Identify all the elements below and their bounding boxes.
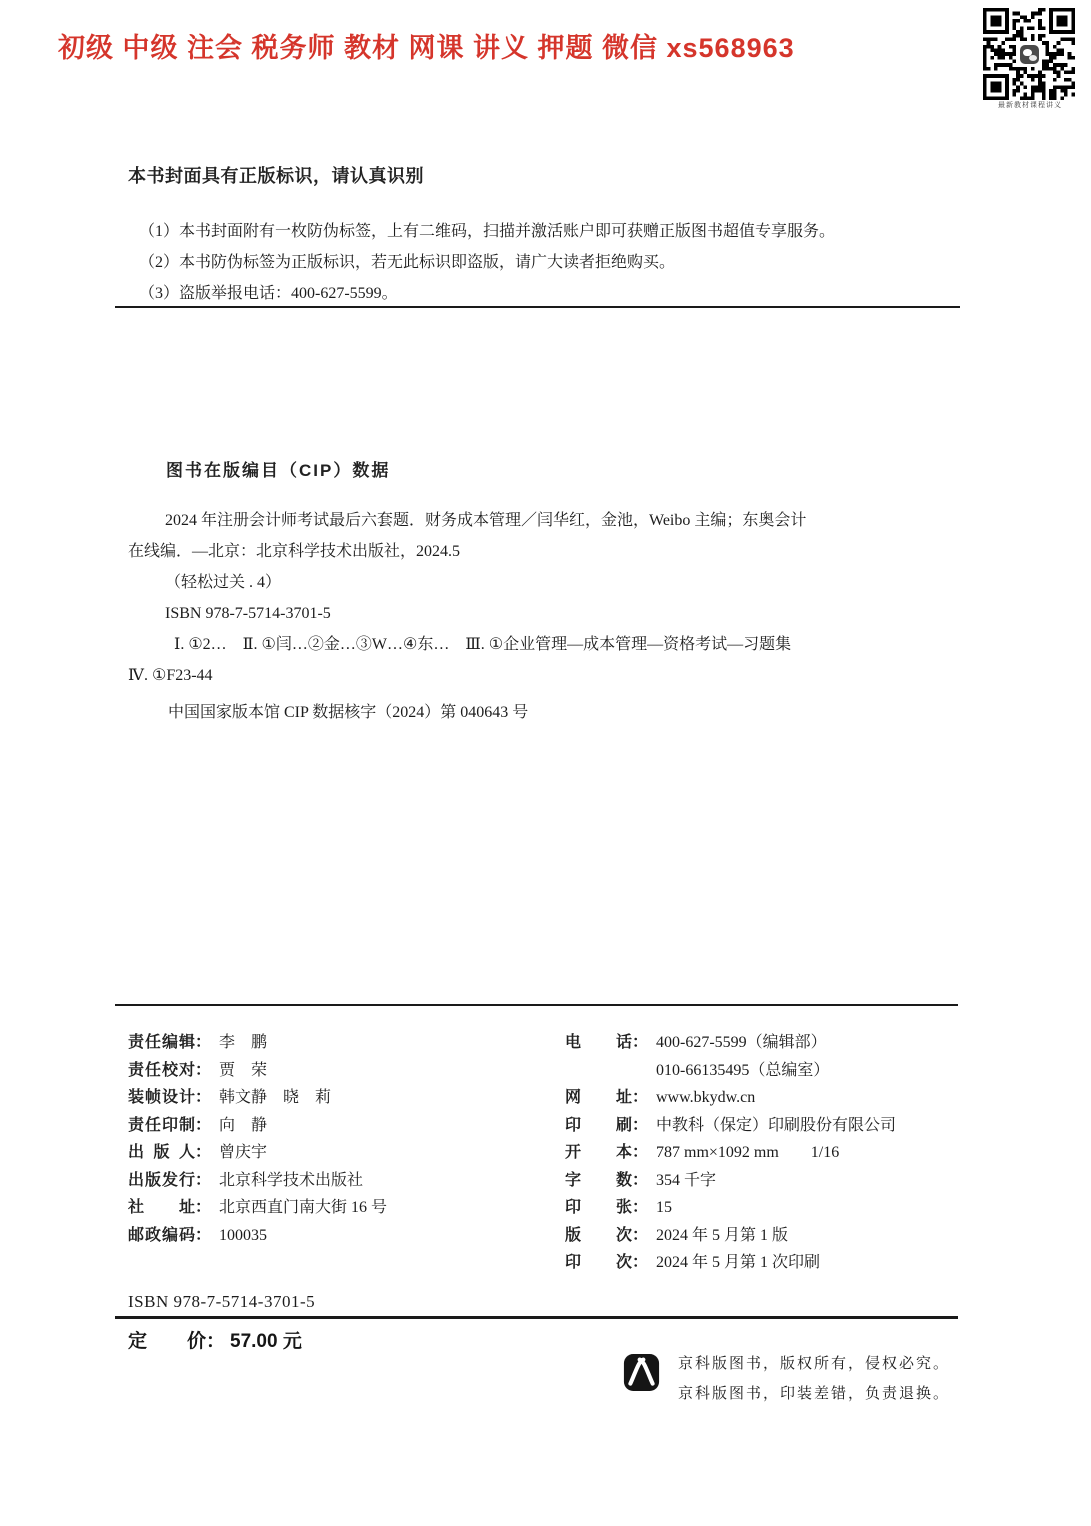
- field-label: 印刷: [565, 1116, 632, 1134]
- qr-code: [983, 8, 1077, 110]
- field-label: 责任编辑: [128, 1034, 195, 1051]
- price-value: 57.00 元: [230, 1331, 302, 1352]
- field-value: 354 千字: [656, 1171, 717, 1189]
- cip-isbn: ISBN 978-7-5714-3701-5: [165, 605, 331, 622]
- colophon-row: 印张 ： 15: [565, 1194, 985, 1222]
- wechat-icon: [1017, 42, 1041, 66]
- footer-isbn: ISBN 978-7-5714-3701-5: [128, 1292, 316, 1311]
- cip-record-number: 中国国家版本馆 CIP 数据核字（2024）第 040643 号: [168, 704, 529, 721]
- field-label: 网址: [565, 1089, 632, 1106]
- cip-description-line1: 2024 年注册会计师考试最后六套题．财务成本管理／闫华红，金池，Weibo 主编；东奥会计: [165, 512, 807, 529]
- field-label: 责任校对: [128, 1061, 195, 1079]
- notice-item: （1）本书封面附有一枚防伪标签，上有二维码，扫描并激活账户即可获赠正版图书超值专享服务。: [139, 223, 836, 240]
- colophon-right-column: [565, 1029, 985, 1277]
- field-label: 版次: [565, 1226, 632, 1244]
- field-label: 印次: [565, 1254, 632, 1271]
- genuine-copy-notice-list: [139, 216, 879, 309]
- publisher-note: 京科版图书，版权所有，侵权必究。: [678, 1356, 951, 1372]
- field-value: 李 鹏: [219, 1034, 268, 1051]
- field-value: 2024 年 5 月第 1 次印刷: [656, 1254, 821, 1271]
- publisher-logo: [623, 1353, 660, 1397]
- field-label: 印张: [565, 1199, 632, 1216]
- notice-item: （2）本书防伪标签为正版标识，若无此标识即盗版，请广大读者拒绝购买。: [139, 254, 676, 271]
- qr-caption: 最新教材课程讲义: [998, 102, 1062, 109]
- field-value: 400-627-5599（编辑部）: [656, 1034, 827, 1051]
- field-value: 010-66135495（总编室）: [656, 1061, 830, 1079]
- colophon-row: 电话 ： 400-627-5599（编辑部）: [565, 1029, 985, 1057]
- field-label: 邮政编码: [128, 1226, 195, 1244]
- field-value: 北京科学技术出版社: [219, 1171, 364, 1189]
- genuine-copy-notice-title: 本书封面具有正版标识，请认真识别: [128, 166, 424, 186]
- colophon-row: 出版人 ： 曾庆宇: [128, 1139, 528, 1167]
- field-label: 出版发行: [128, 1171, 195, 1189]
- field-value: 韩文静 晓 莉: [219, 1089, 332, 1106]
- field-value: 曾庆宇: [219, 1144, 268, 1161]
- colophon-row: 出版发行 ： 北京科学技术出版社: [128, 1167, 528, 1195]
- field-value: 2024 年 5 月第 1 版: [656, 1226, 789, 1244]
- colophon-left-column: [128, 1029, 528, 1249]
- colophon-row: 社址 ： 北京西直门南大街 16 号: [128, 1194, 528, 1222]
- field-label: 社址: [128, 1199, 195, 1216]
- promo-banner: 初级 中级 注会 税务师 教材 网课 讲义 押题 微信 xs568963: [58, 33, 795, 63]
- colophon-row: 字数 ： 354 千字: [565, 1167, 985, 1195]
- cip-series: （轻松过关 . 4）: [165, 574, 282, 591]
- cip-classification-line1: Ⅰ. ①2… Ⅱ. ①闫…②金…③W…④东… Ⅲ. ①企业管理—成本管理—资格考试—习题集: [174, 636, 792, 653]
- field-label: 装帧设计: [128, 1089, 195, 1106]
- colophon-row: 责任校对 ： 贾 荣: [128, 1057, 528, 1085]
- publisher-note: 京科版图书，印装差错，负责退换。: [678, 1386, 951, 1402]
- colophon-row: [565, 1057, 985, 1085]
- price-row: 定价 ： 57.00 元: [128, 1326, 302, 1353]
- field-value: 中教科（保定）印刷股份有限公司: [656, 1116, 897, 1134]
- field-label: 出版人: [128, 1144, 195, 1161]
- field-value: 北京西直门南大街 16 号: [219, 1199, 388, 1216]
- colophon-row: 责任印制 ： 向 静: [128, 1112, 528, 1140]
- colophon-row: 网址 ： www.bkydw.cn: [565, 1084, 985, 1112]
- field-value: 向 静: [219, 1116, 268, 1134]
- field-label: [565, 1057, 632, 1085]
- field-label: 开本: [565, 1144, 632, 1161]
- divider-price: [115, 1316, 958, 1319]
- colophon-row: 印次 ： 2024 年 5 月第 1 次印刷: [565, 1249, 985, 1277]
- colophon-row: 开本 ： 787 mm×1092 mm 1/16: [565, 1139, 985, 1167]
- field-label: 电话: [565, 1034, 632, 1051]
- field-value: www.bkydw.cn: [656, 1089, 756, 1106]
- field-value: 787 mm×1092 mm 1/16: [656, 1144, 840, 1161]
- publisher-notes: [678, 1349, 950, 1409]
- field-value: 15: [656, 1199, 672, 1216]
- cip-body: [128, 505, 908, 728]
- cip-title: 图书在版编目（CIP）数据: [166, 461, 391, 480]
- field-label: 字数: [565, 1171, 632, 1189]
- colophon-row: 装帧设计 ： 韩文静 晓 莉: [128, 1084, 528, 1112]
- colophon-row: 印刷 ： 中教科（保定）印刷股份有限公司: [565, 1112, 985, 1140]
- field-value: 贾 荣: [219, 1061, 268, 1079]
- colophon-row: 责任编辑 ： 李 鹏: [128, 1029, 528, 1057]
- colophon-row: 邮政编码 ： 100035: [128, 1222, 528, 1250]
- notice-item: （3）盗版举报电话：400-627-5599。: [139, 285, 398, 302]
- divider-top: [115, 306, 960, 308]
- qr-pattern: [983, 8, 1075, 100]
- field-label: 责任印制: [128, 1116, 195, 1134]
- price-label: 定价: [128, 1331, 206, 1352]
- colophon-row: 版次 ： 2024 年 5 月第 1 版: [565, 1222, 985, 1250]
- divider-colophon: [115, 1004, 958, 1006]
- field-value: 100035: [219, 1226, 267, 1244]
- cip-description-line2: 在线编．—北京：北京科学技术出版社，2024.5: [128, 543, 461, 560]
- cip-classification-line2: Ⅳ. ①F23-44: [128, 667, 213, 684]
